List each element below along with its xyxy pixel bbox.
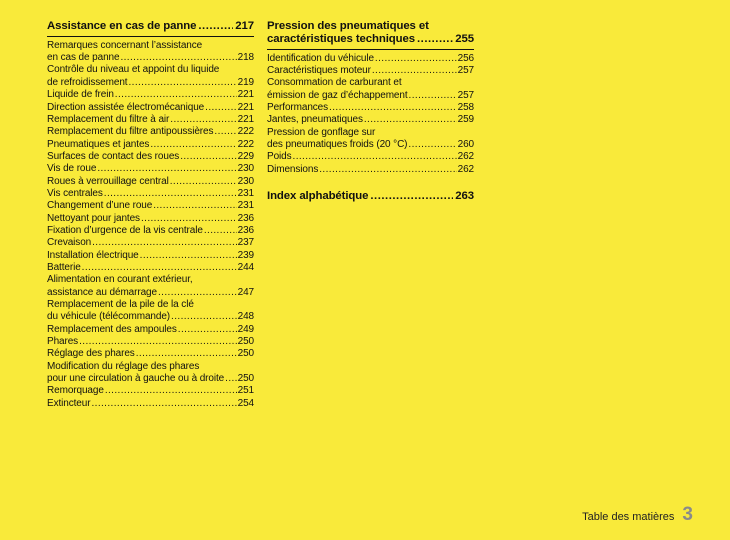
section-title-page: 255: [455, 32, 474, 45]
toc-entry[interactable]: [47, 250, 254, 262]
toc-entry[interactable]: [47, 213, 254, 225]
section-title-text: caractéristiques techniques: [267, 32, 415, 45]
toc-entry-page: 237: [237, 237, 254, 249]
page-footer: [582, 504, 693, 526]
toc-entry-page: 230: [237, 175, 254, 187]
toc-entry[interactable]: [267, 164, 474, 176]
toc-entry-page: 257: [457, 64, 474, 76]
toc-entry-page: 231: [237, 187, 254, 199]
toc-entry[interactable]: [267, 65, 474, 77]
toc-entry-text: Vis centrales: [47, 187, 103, 199]
leader-dots: [171, 311, 237, 323]
leader-dots: [204, 225, 237, 237]
toc-entry-page: 219: [237, 76, 254, 88]
toc-entry[interactable]: [267, 127, 474, 139]
toc-entry-page: 236: [237, 224, 254, 236]
toc-entry-text: Remplacement de la pile de la clé: [47, 299, 194, 311]
toc-entry-text: Remplacement du filtre antipoussières: [47, 126, 214, 138]
toc-entry-text: Réglage des phares: [47, 348, 135, 360]
toc-entry-page: 236: [237, 212, 254, 224]
toc-entry-page: 248: [237, 311, 254, 323]
toc-entry-page: 239: [237, 249, 254, 261]
leader-dots: [79, 336, 237, 348]
toc-entry[interactable]: [47, 398, 254, 410]
toc-entry-text: Alimentation en courant extérieur,: [47, 274, 193, 286]
index-title-text: Index alphabétique: [267, 190, 369, 203]
leader-dots: [128, 77, 236, 89]
toc-entry[interactable]: [47, 311, 254, 323]
leader-dots: [104, 188, 237, 200]
toc-entry[interactable]: [47, 373, 254, 385]
section-divider: [267, 49, 474, 50]
leader-dots: [158, 287, 237, 299]
toc-entry[interactable]: [47, 52, 254, 64]
leader-dots: [136, 348, 237, 360]
leader-dots: [329, 102, 457, 114]
leader-dots: [97, 163, 236, 175]
leader-dots: [293, 151, 457, 163]
toc-entry-text: Remarques concernant l’assistance: [47, 39, 203, 51]
toc-entry-text: Identification du véhicule: [267, 52, 374, 64]
toc-entry-page: 231: [237, 200, 254, 212]
toc-entry-page: 249: [237, 323, 254, 335]
leader-dots: [214, 126, 236, 138]
toc-entry-text: du véhicule (télécommande): [47, 311, 171, 323]
toc-entry[interactable]: [47, 336, 254, 348]
toc-entry[interactable]: [47, 361, 254, 373]
leader-dots: [319, 164, 456, 176]
toc-entry-text: Surfaces de contact des roues: [47, 150, 180, 162]
section-divider: [47, 36, 254, 37]
toc-entry-text: Contrôle du niveau et appoint du liquide: [47, 64, 220, 76]
toc-entry[interactable]: [47, 151, 254, 163]
toc-entry-page: 222: [237, 138, 254, 150]
toc-entry-text: Modification du réglage des phares: [47, 360, 200, 372]
toc-entry-page: 250: [237, 348, 254, 360]
leader-dots: [150, 139, 236, 151]
toc-entry-text: Batterie: [47, 261, 81, 273]
toc-entry[interactable]: [47, 225, 254, 237]
section-title-index: [267, 190, 474, 203]
leader-dots: [115, 89, 237, 101]
leader-dots: [198, 20, 233, 33]
toc-list-left: [47, 40, 254, 410]
toc-entry-page: 257: [457, 89, 474, 101]
toc-entry-text: Pneumatiques et jantes: [47, 138, 150, 150]
toc-entry[interactable]: [267, 53, 474, 65]
toc-entry[interactable]: [47, 299, 254, 311]
toc-entry-page: 230: [237, 163, 254, 175]
toc-entry[interactable]: [47, 89, 254, 101]
toc-entry-text: émission de gaz d’échappement: [267, 89, 408, 101]
toc-entry-page: 221: [237, 101, 254, 113]
toc-entry-page: 222: [237, 126, 254, 138]
toc-entry-text: Performances: [267, 101, 329, 113]
toc-entry-text: Remplacement du filtre à air: [47, 113, 170, 125]
toc-entry-page: 250: [237, 336, 254, 348]
toc-entry[interactable]: [47, 176, 254, 188]
toc-entry[interactable]: [267, 114, 474, 126]
toc-entry-text: de refroidissement: [47, 76, 128, 88]
leader-dots: [364, 114, 457, 126]
toc-entry[interactable]: [47, 348, 254, 360]
toc-entry[interactable]: [47, 385, 254, 397]
leader-dots: [370, 190, 453, 203]
toc-entry-text: Crevaison: [47, 237, 92, 249]
leader-dots: [170, 176, 237, 188]
toc-entry-text: Direction assistée électromécanique: [47, 101, 205, 113]
toc-entry-text: pour une circulation à gauche ou à droite: [47, 373, 225, 385]
toc-entry-text: Liquide de frein: [47, 89, 114, 101]
leader-dots: [82, 262, 237, 274]
toc-entry-page: 218: [237, 52, 254, 64]
toc-entry[interactable]: [47, 64, 254, 76]
toc-entry-text: Remorquage: [47, 385, 104, 397]
toc-entry-page: 244: [237, 261, 254, 273]
leader-dots: [170, 114, 236, 126]
toc-entry-page: 251: [237, 385, 254, 397]
toc-entry-page: 247: [237, 286, 254, 298]
toc-entry[interactable]: [47, 188, 254, 200]
toc-entry-text: Vis de roue: [47, 163, 97, 175]
leader-dots: [91, 398, 236, 410]
leader-dots: [140, 250, 237, 262]
toc-entry-text: Nettoyant pour jantes: [47, 212, 140, 224]
leader-dots: [141, 213, 237, 225]
toc-entry[interactable]: [47, 237, 254, 249]
leader-dots: [105, 385, 237, 397]
toc-list-right: [267, 53, 474, 176]
toc-entry[interactable]: [47, 77, 254, 89]
toc-entry-page: 229: [237, 150, 254, 162]
toc-entry-page: 221: [237, 113, 254, 125]
section-title-pression-line2: [267, 33, 474, 46]
toc-entry-page: 262: [457, 163, 474, 175]
section-title-text: Assistance en cas de panne: [47, 20, 197, 32]
toc-entry[interactable]: [47, 200, 254, 212]
leader-dots: [408, 139, 456, 151]
section-title-page: 217: [235, 20, 254, 32]
section-title-pression-line1: Pression des pneumatiques et: [267, 20, 429, 32]
leader-dots: [372, 65, 457, 77]
leader-dots: [375, 53, 457, 65]
toc-entry-text: Caractéristiques moteur: [267, 64, 371, 76]
toc-entry[interactable]: [47, 287, 254, 299]
toc-entry-text: Remplacement des ampoules: [47, 323, 177, 335]
leader-dots: [205, 102, 236, 114]
leader-dots: [180, 151, 236, 163]
toc-entry[interactable]: [47, 274, 254, 286]
toc-entry[interactable]: [267, 77, 474, 89]
left-column: [47, 20, 254, 410]
leader-dots: [225, 373, 236, 385]
toc-entry[interactable]: [267, 90, 474, 102]
toc-entry[interactable]: [267, 151, 474, 163]
toc-entry[interactable]: [47, 102, 254, 114]
section-title-assistance: [47, 20, 254, 33]
toc-entry-text: Dimensions: [267, 163, 319, 175]
toc-entry-text: en cas de panne: [47, 52, 120, 64]
index-title-page: 263: [455, 190, 474, 203]
toc-entry[interactable]: [267, 139, 474, 151]
toc-entry[interactable]: [267, 102, 474, 114]
toc-entry-page: 262: [457, 151, 474, 163]
toc-entry[interactable]: [47, 126, 254, 138]
toc-entry-page: 254: [237, 397, 254, 409]
toc-entry-text: Consommation de carburant et: [267, 77, 402, 89]
toc-entry-page: 256: [457, 52, 474, 64]
toc-entry-text: Phares: [47, 336, 79, 348]
leader-dots: [120, 52, 236, 64]
toc-entry-page: 260: [457, 139, 474, 150]
toc-entry-page: 221: [237, 89, 254, 101]
toc-entry-text: Roues à verrouillage central: [47, 175, 169, 187]
leader-dots: [178, 324, 237, 336]
right-column: [267, 20, 474, 205]
toc-entry-text: Installation électrique: [47, 249, 139, 261]
toc-entry-page: 258: [457, 101, 474, 113]
toc-entry-text: Pression de gonflage sur: [267, 126, 376, 138]
toc-entry[interactable]: [47, 262, 254, 274]
toc-entry-text: Extincteur: [47, 397, 91, 409]
leader-dots: [92, 237, 236, 249]
toc-entry-text: Poids: [267, 151, 292, 163]
toc-entry[interactable]: [47, 114, 254, 126]
leader-dots: [417, 33, 453, 46]
leader-dots: [153, 200, 236, 212]
toc-entry[interactable]: [47, 324, 254, 336]
toc-entry-page: 259: [457, 114, 474, 126]
toc-entry-text: Jantes, pneumatiques: [267, 114, 363, 126]
toc-entry-text: des pneumatiques froids (20 °C): [267, 139, 408, 150]
toc-entry[interactable]: [47, 163, 254, 175]
footer-label: Table des matières: [582, 511, 675, 523]
leader-dots: [409, 90, 457, 102]
toc-entry-text: assistance au démarrage: [47, 286, 157, 298]
toc-entry-text: Changement d’une roue: [47, 200, 153, 212]
toc-entry[interactable]: [47, 139, 254, 151]
toc-entry-text: Fixation d’urgence de la vis centrale: [47, 224, 203, 236]
toc-entry-page: 250: [237, 373, 254, 385]
page-number: 3: [682, 504, 693, 525]
toc-entry[interactable]: [47, 40, 254, 52]
